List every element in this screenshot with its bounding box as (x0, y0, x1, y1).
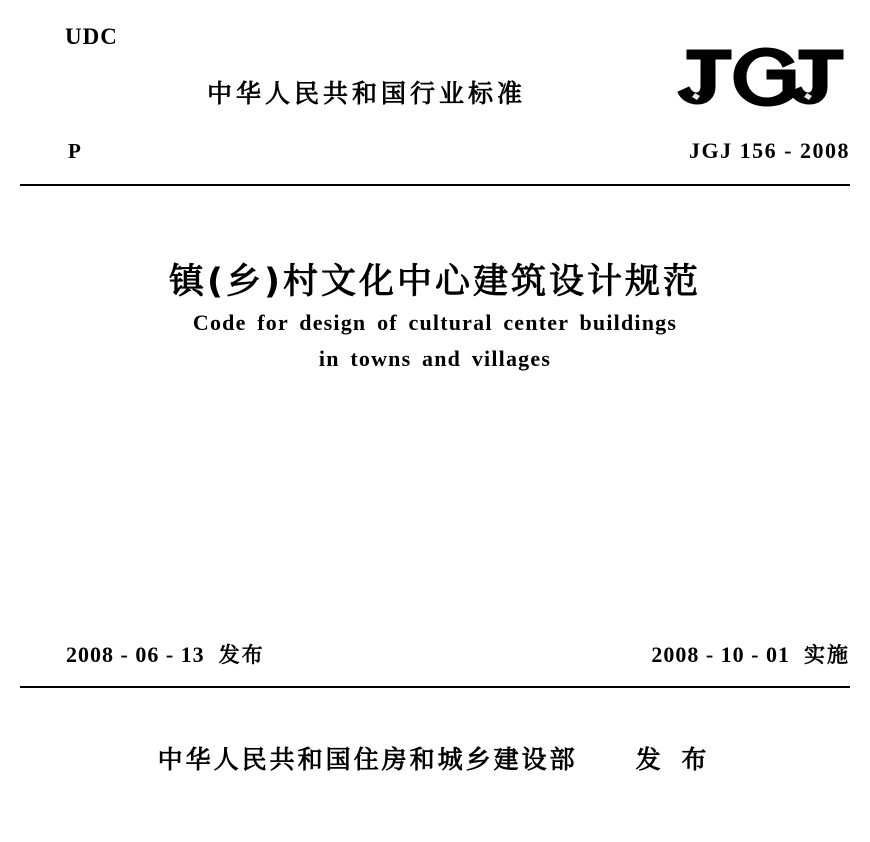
classification-mark: P (68, 139, 81, 163)
publish-verb: 发 布 (635, 745, 713, 774)
issue-date-group (66, 639, 265, 669)
jgj-logo-icon (673, 46, 848, 108)
issue-label: 发布 (218, 643, 265, 667)
document-title-en-line1: Code for design of cultural center buildings (192, 310, 678, 335)
document-title-en-line2: in towns and villages (318, 346, 552, 371)
effective-label: 实施 (804, 643, 850, 667)
effective-date: 2008 - 10 - 01 (651, 642, 790, 667)
divider-bottom (20, 686, 850, 688)
effective-date-group (651, 639, 850, 669)
standard-code-number: JGJ 156 - 2008 (689, 138, 850, 163)
document-title-cn: 镇(乡)村文化中心建筑设计规范 (169, 262, 701, 302)
publisher-group (0, 740, 870, 776)
divider-top (20, 184, 850, 186)
publisher-name: 中华人民共和国住房和城乡建设部 (157, 745, 578, 774)
standard-organization-title: 中华人民共和国行业标准 (207, 79, 527, 108)
issue-date: 2008 - 06 - 13 (66, 642, 205, 667)
udc-label: UDC (65, 24, 118, 49)
